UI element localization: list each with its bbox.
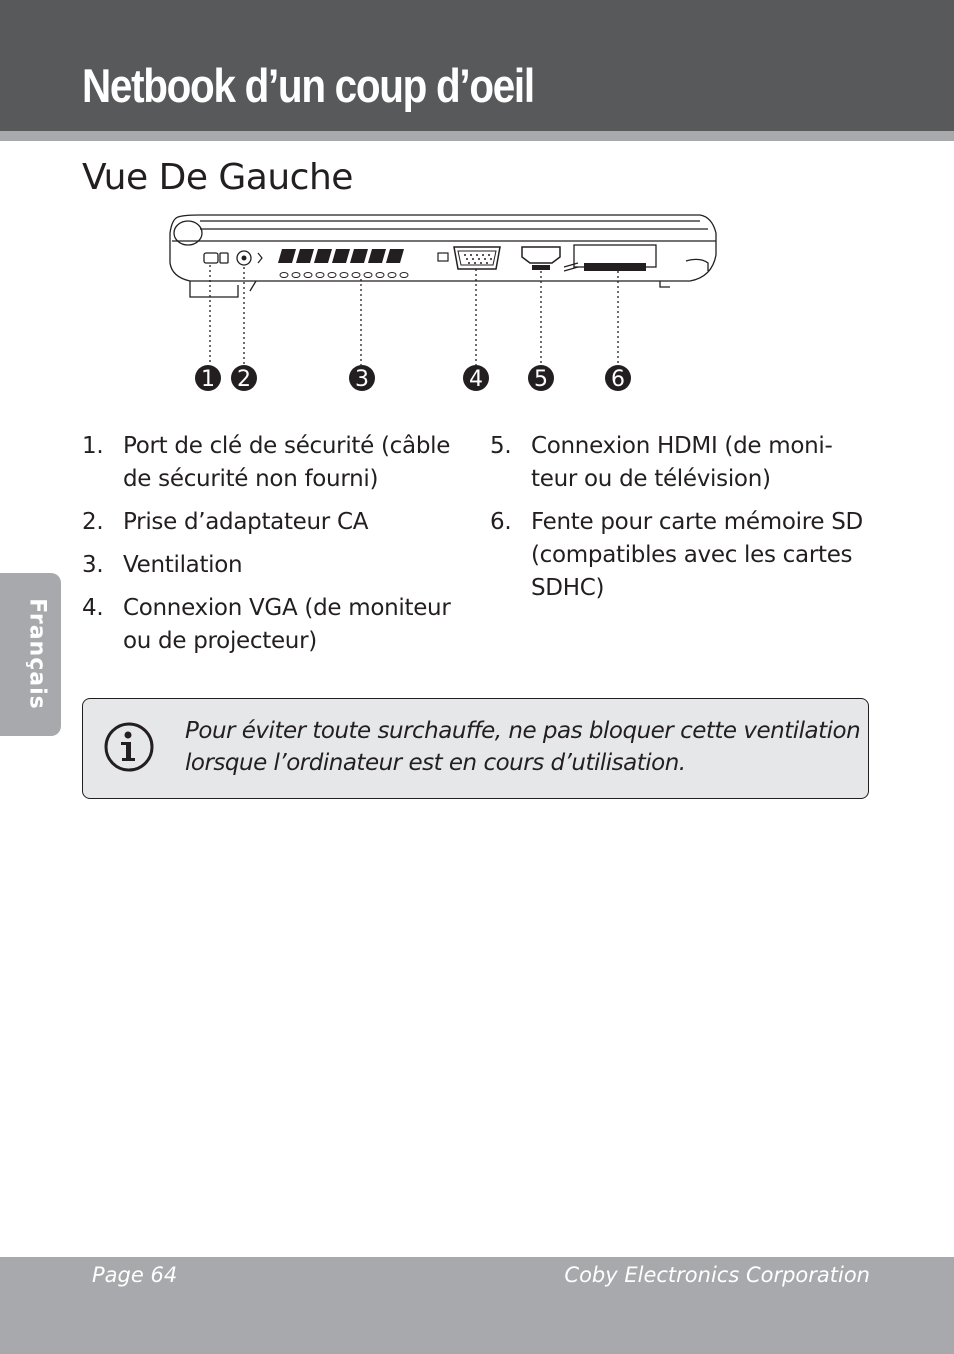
list-item-text: Connexion VGA (de moniteur (123, 595, 451, 621)
lock-slot-icon (204, 253, 228, 263)
list-item-text: SDHC) (531, 575, 605, 601)
note-text (185, 715, 865, 779)
feature-list-left (82, 430, 467, 668)
note-line: lorsque l’ordinateur est en cours d’utilisation. (185, 750, 686, 776)
company-name: Coby Electronics Corporation (564, 1263, 870, 1287)
callout-marker-6 (605, 365, 631, 392)
list-item (82, 549, 467, 582)
svg-text:1: 1 (201, 367, 215, 392)
list-item-text: Ventilation (123, 552, 243, 578)
callout-marker-1 (195, 365, 221, 392)
list-item-text: de sécurité non fourni) (123, 466, 379, 492)
dc-jack-icon (237, 251, 262, 265)
list-item-number: 6. (490, 509, 512, 535)
page-title: Netbook d’un coup d’oeil (82, 59, 534, 112)
list-item (490, 430, 890, 496)
list-item-number: 2. (82, 509, 104, 535)
list-item-text: Prise d’adaptateur CA (123, 509, 369, 535)
sd-card-slot-icon (564, 245, 656, 271)
list-item-text: teur ou de télévision) (531, 466, 771, 492)
list-item-number: 1. (82, 433, 104, 459)
list-item-number: 5. (490, 433, 512, 459)
list-item-text: ou de projecteur) (123, 628, 317, 654)
list-item (82, 592, 467, 658)
hdmi-port-icon (522, 247, 560, 270)
list-item (490, 506, 890, 605)
header-stripe (0, 131, 954, 141)
feature-list-right (490, 430, 890, 615)
list-item-number: 4. (82, 595, 104, 621)
language-tab-label: Français (24, 598, 50, 710)
list-item-text: Connexion HDMI (de moni- (531, 433, 833, 459)
ventilation-icon (278, 249, 408, 278)
page-number: Page 64 (92, 1263, 178, 1287)
callout-marker-5 (528, 365, 554, 392)
svg-text:5: 5 (534, 367, 548, 392)
list-item (82, 506, 467, 539)
list-item-text: Fente pour carte mémoire SD (531, 509, 863, 535)
svg-text:3: 3 (355, 367, 369, 392)
callout-marker-2 (231, 365, 257, 392)
note-box (82, 698, 869, 799)
list-item (82, 430, 467, 496)
info-icon (103, 721, 155, 773)
callout-marker-3 (349, 365, 375, 392)
section-title: Vue De Gauche (82, 157, 353, 198)
list-item-text: Port de clé de sécurité (câble (123, 433, 451, 459)
netbook-left-side-diagram (160, 205, 730, 400)
list-item-text: (compatibles avec les cartes (531, 542, 853, 568)
svg-text:4: 4 (469, 367, 483, 392)
note-line: Pour éviter toute surchauffe, ne pas bloquer cette ventilation (185, 718, 861, 744)
svg-text:6: 6 (611, 367, 625, 392)
vga-port-icon (438, 247, 500, 269)
callout-marker-4 (463, 365, 489, 392)
svg-text:2: 2 (237, 367, 251, 392)
list-item-number: 3. (82, 552, 104, 578)
